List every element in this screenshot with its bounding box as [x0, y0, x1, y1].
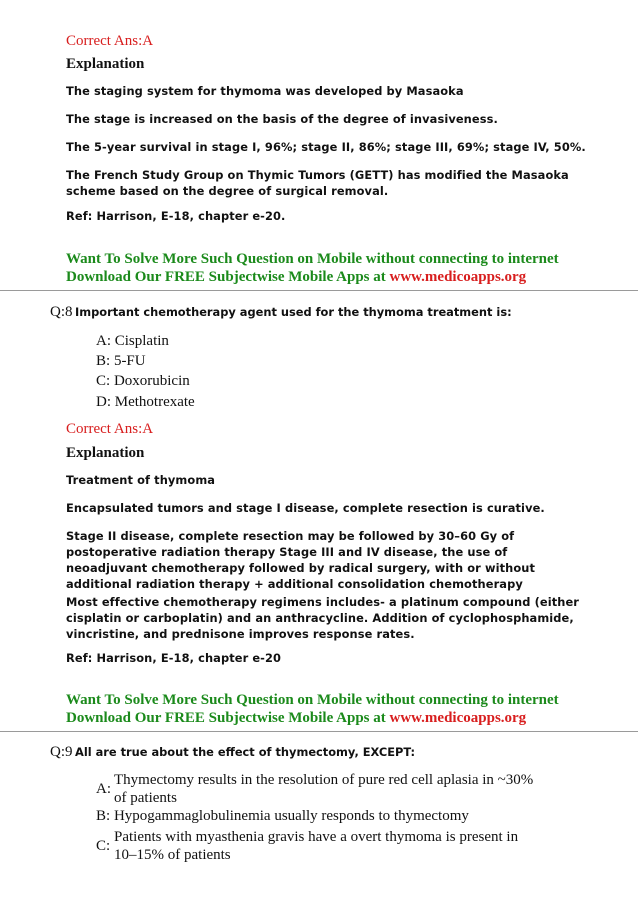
option-label: D: [96, 394, 111, 410]
option-label: B: [96, 808, 111, 824]
q9-number: Q:9 [50, 744, 73, 760]
q8-option-c[interactable] [96, 371, 190, 391]
promo-line-2 [66, 268, 586, 287]
promo-text: Download Our FREE Subjectwise Mobile Apps at [66, 710, 390, 726]
q9-question-text: All are true about the effect of thymectomy, EXCEPT: [75, 745, 416, 759]
q8-option-a[interactable] [96, 331, 169, 351]
q7-explanation-para: The 5-year survival in stage I, 96%; stage II, 86%; stage III, 69%; stage IV, 50%. [66, 140, 586, 154]
q8-explanation-para: Stage II disease, complete resection may be followed by 30–60 Gy of postoperative radiation therapy Stage III and IV disease, the use of neoadjuvant chemotherapy followed by radical surgery, with or without additional radiation therapy + additional consolidation chemotherapy [66, 529, 536, 591]
option-text: Cisplatin [114, 333, 169, 349]
option-label: B: [96, 353, 111, 369]
option-text: Doxorubicin [113, 373, 190, 389]
promo-line-1: Want To Solve More Such Question on Mobile without connecting to internet [66, 692, 559, 708]
promo-line-1: Want To Solve More Such Question on Mobile without connecting to internet [66, 251, 559, 267]
q7-explanation-para: The stage is increased on the basis of the degree of invasiveness. [66, 112, 498, 126]
q8-number: Q:8 [50, 304, 73, 320]
promo-link[interactable]: www.medicoapps.org [389, 710, 527, 726]
option-text: Patients with myasthenia gravis have a overt thymoma is present in 10–15% of patients [114, 829, 519, 863]
q7-explanation-para: The staging system for thymoma was developed by Masaoka [66, 84, 464, 98]
q9-option-a[interactable] [96, 771, 556, 809]
option-text: Hypogammaglobulinemia usually responds to thymectomy [113, 808, 469, 824]
q7-explanation-para: The French Study Group on Thymic Tumors (GETT) has modified the Masaoka scheme based on the degree of surgical removal. [66, 168, 569, 198]
divider [0, 290, 638, 291]
q8-question-text: Important chemotherapy agent used for the thymoma treatment is: [75, 305, 512, 319]
q7-correct-answer: Correct Ans:A [66, 33, 154, 49]
q7-explanation-title: Explanation [66, 56, 145, 72]
q8-explanation-para: Encapsulated tumors and stage I disease, complete resection is curative. [66, 501, 545, 515]
option-text: Thymectomy results in the resolution of pure red cell aplasia in ~30% of patients [114, 772, 534, 806]
q8-correct-answer: Correct Ans:A [66, 421, 154, 437]
divider [0, 731, 638, 732]
option-label: C: [96, 373, 111, 389]
q8-option-b[interactable] [96, 351, 146, 371]
q8-option-d[interactable] [96, 392, 195, 412]
q7-reference: Ref: Harrison, E-18, chapter e-20. [66, 209, 286, 223]
q8-explanation-title: Explanation [66, 445, 145, 461]
q8-explanation-para: Treatment of thymoma [66, 473, 216, 487]
q8-explanation-para: Most effective chemotherapy regimens includes- a platinum compound (either cisplatin or carboplatin) and an anthracycline. Addition of cyclophosphamide, vincristine, and prednisone improves response rates. [66, 595, 580, 641]
option-label: A: [96, 781, 111, 797]
promo-link[interactable]: www.medicoapps.org [389, 269, 527, 285]
option-text: Methotrexate [114, 394, 195, 410]
q8-reference: Ref: Harrison, E-18, chapter e-20 [66, 651, 282, 665]
promo-text: Download Our FREE Subjectwise Mobile Apps at [66, 269, 390, 285]
q9-option-b[interactable] [96, 806, 469, 826]
q9-option-c[interactable] [96, 828, 556, 866]
option-label: A: [96, 333, 111, 349]
promo-line-2 [66, 709, 586, 728]
option-text: 5-FU [113, 353, 146, 369]
option-label: C: [96, 838, 111, 854]
